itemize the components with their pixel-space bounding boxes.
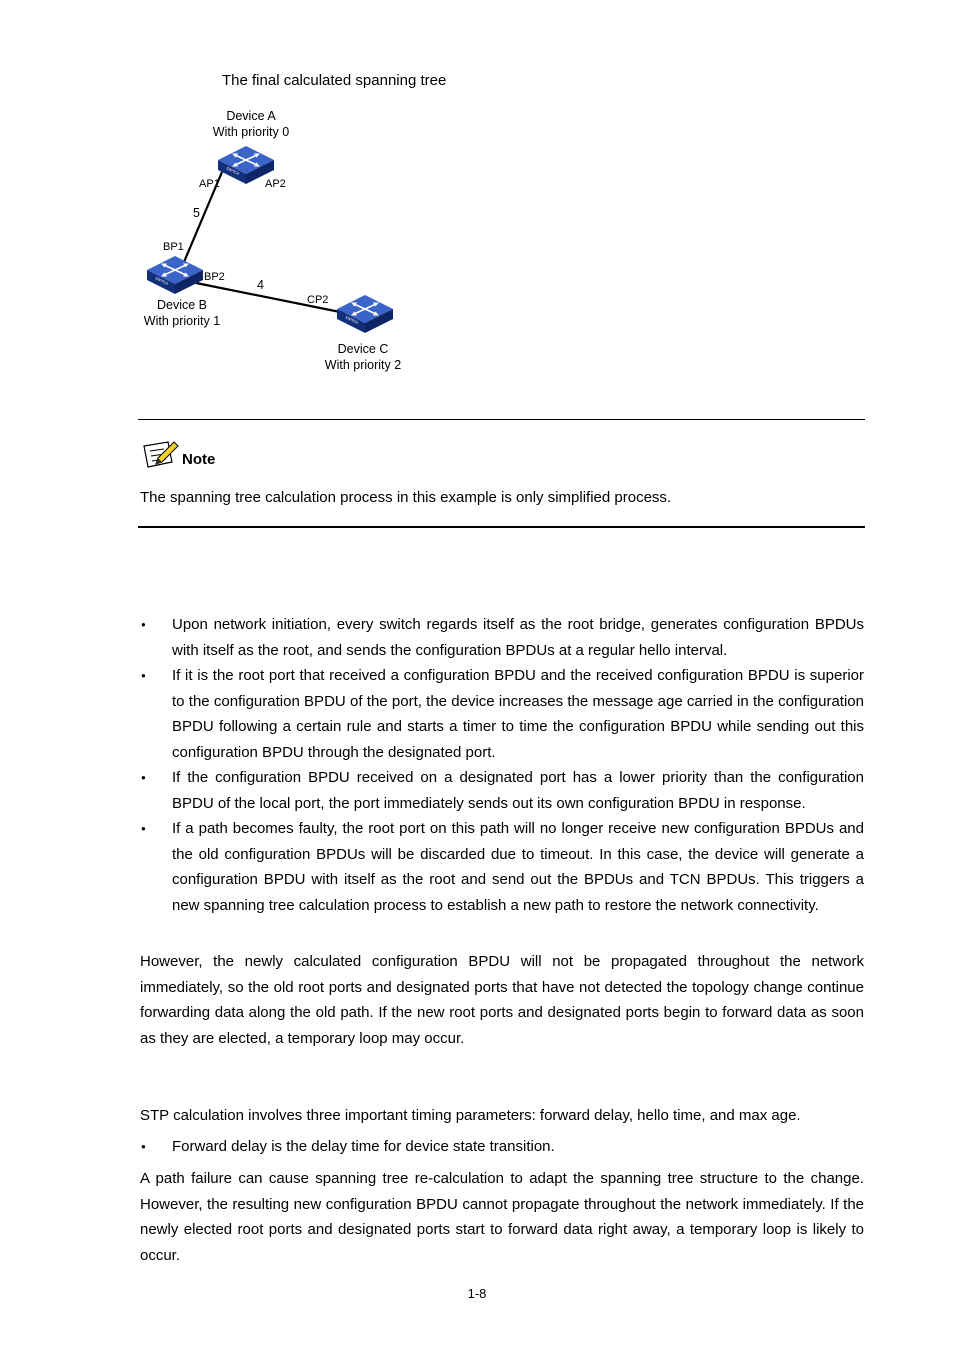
list-item: ● If it is the root port that received a configuration BPDU and the received configuration BPDU is superior to the configuration BPDU of the port, the device increases the message age carried in the configuration BPDU following a certain rule and starts a timer to time the configuration BPDU while sending out this configuration BPDU through the designated port.	[140, 663, 864, 765]
note-icon-layer	[0, 0, 954, 480]
note-title: Note	[182, 451, 216, 468]
port-ap1: AP1	[199, 178, 220, 190]
port-ap2: AP2	[265, 178, 286, 190]
list-item: ● If the configuration BPDU received on a designated port has a lower priority than the configuration BPDU of the local port, the port immediately sends out its own configuration BPDU in response.	[140, 765, 864, 816]
device-a-priority: With priority 0	[212, 125, 290, 139]
list-item: ● Forward delay is the delay time for device state transition.	[140, 1134, 864, 1160]
paragraph-timing-parameters: STP calculation involves three important timing parameters: forward delay, hello time, and max age.	[140, 1107, 801, 1124]
note-pencil-icon	[144, 442, 178, 467]
cost-a-b: 5	[193, 206, 200, 220]
port-bp2: BP2	[204, 271, 225, 283]
list-item: ● If a path becomes faulty, the root port on this path will no longer receive new configuration BPDUs and the old configuration BPDUs will be discarded due to timeout. In this case, the device will generate a configuration BPDU with itself as the root and send out the BPDUs and TCN BPDUs. This triggers a new spanning tree calculation process to establish a new path to restore the network connectivity.	[140, 816, 864, 918]
device-a-name: Device A	[226, 109, 276, 123]
note-bottom-rule	[138, 526, 865, 528]
note-text: The spanning tree calculation process in this example is only simplified process.	[140, 489, 672, 506]
page-number: 1-8	[467, 1286, 487, 1301]
device-b-name: Device B	[156, 298, 208, 312]
spanning-tree-diagram: SWITCH AP1 AP2 BP1 BP2 CP2 5 4	[0, 0, 954, 420]
paragraph-path-failure: A path failure can cause spanning tree re-calculation to adapt the spanning tree structure to the change. However, the resulting new configuration BPDU cannot propagate throughout the network immediately. If the newly elected root ports and designated ports start to forward data right away, a temporary loop is likely to occur.	[140, 1170, 864, 1264]
port-bp1: BP1	[163, 241, 184, 253]
cost-b-c: 4	[257, 278, 264, 292]
port-cp2: CP2	[307, 294, 329, 306]
list-item: ● Upon network initiation, every switch regards itself as the root bridge, generates configuration BPDUs with itself as the root, and sends the configuration BPDUs at a regular hello interval.	[140, 612, 864, 663]
bpdu-process-list	[140, 612, 864, 918]
device-c-name: Device C	[337, 342, 389, 356]
paragraph-temporary-loop: However, the newly calculated configuration BPDU will not be propagated throughout the network immediately, so the old root ports and designated ports that have not detected the topology change continue forwarding data along the old path. If the new root ports and designated ports begin to forward data as soon as they are elected, a temporary loop may occur.	[140, 953, 864, 1047]
device-b-priority: With priority 1	[143, 314, 221, 328]
device-c-priority: With priority 2	[324, 358, 402, 372]
timing-parameter-list	[140, 1134, 864, 1160]
figure-caption: The final calculated spanning tree	[222, 72, 447, 89]
